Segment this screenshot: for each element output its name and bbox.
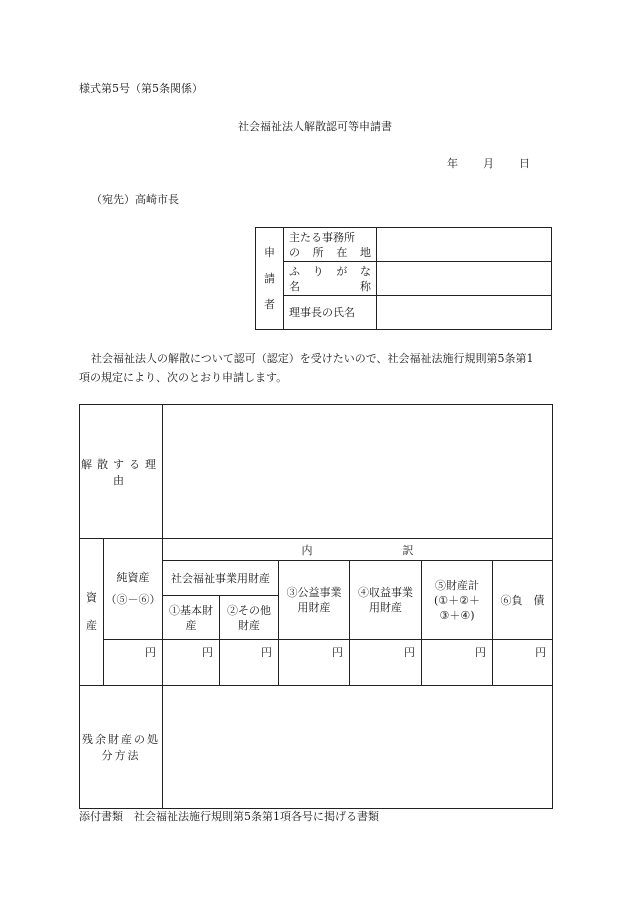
liabilities-value-cell[interactable]: 円 — [493, 640, 553, 686]
residual-disposal-field[interactable] — [163, 686, 553, 809]
assets-side-label: 資 産 — [80, 539, 104, 686]
page-title: 社会福祉法人解散認可等申請書 — [238, 120, 392, 133]
public-assets-value-cell[interactable]: 円 — [279, 640, 350, 686]
breakdown-header: 内 訳 — [163, 539, 553, 561]
chairman-name-label: 理事長の氏名 — [284, 296, 377, 330]
net-assets-value-cell[interactable]: 円 — [104, 640, 163, 686]
basic-assets-header: ①基本財 産 — [163, 596, 220, 640]
office-address-label: 主たる事務所 の 所 在 地 — [284, 228, 377, 262]
welfare-assets-header: 社会福祉事業用財産 — [163, 561, 279, 596]
total-assets-header: ⑤財産計 (①＋②＋ ③＋④) — [422, 561, 493, 640]
dissolution-reason-label: 解散する理由 — [80, 405, 163, 539]
body-text-line-1: 社会福祉法人の解散について認可（認定）を受けたいので、社会福祉法施行規則第5条第1 — [91, 352, 534, 365]
dissolution-reason-field[interactable] — [163, 405, 553, 539]
dissolution-table — [79, 404, 553, 809]
date-year-label: 年 — [447, 157, 458, 170]
basic-assets-value-cell[interactable]: 円 — [163, 640, 220, 686]
corporation-name-field[interactable] — [377, 262, 552, 296]
public-assets-header: ③公益事業 用財産 — [279, 561, 350, 640]
form-number-label: 様式第5号（第5条関係） — [79, 82, 203, 95]
applicant-side-label: 申 請 者 — [256, 228, 284, 330]
applicant-table — [255, 227, 552, 330]
date-month-label: 月 — [483, 157, 494, 170]
profit-assets-value-cell[interactable]: 円 — [350, 640, 422, 686]
attachment-note: 添付書類 社会福祉法施行規則第5条第1項各号に掲げる書類 — [79, 810, 379, 823]
net-assets-label: 純資産 （⑤－⑥） — [104, 539, 163, 640]
other-assets-value-cell[interactable]: 円 — [220, 640, 279, 686]
total-assets-value-cell[interactable]: 円 — [422, 640, 493, 686]
body-text-line-2: 項の規定により、次のとおり申請します。 — [79, 371, 288, 384]
addressee-label: （宛先）高崎市長 — [91, 193, 179, 206]
name-furigana-label: ふ り が な 名 称 — [284, 262, 377, 296]
date-day-label: 日 — [519, 157, 530, 170]
liabilities-header: ⑥負 債 — [493, 561, 553, 640]
profit-assets-header: ④収益事業 用財産 — [350, 561, 422, 640]
chairman-name-field[interactable] — [377, 296, 552, 330]
other-assets-header: ②その他 財産 — [220, 596, 279, 640]
office-address-field[interactable] — [377, 228, 552, 262]
residual-disposal-label: 残余財産の処分方法 — [80, 686, 163, 809]
